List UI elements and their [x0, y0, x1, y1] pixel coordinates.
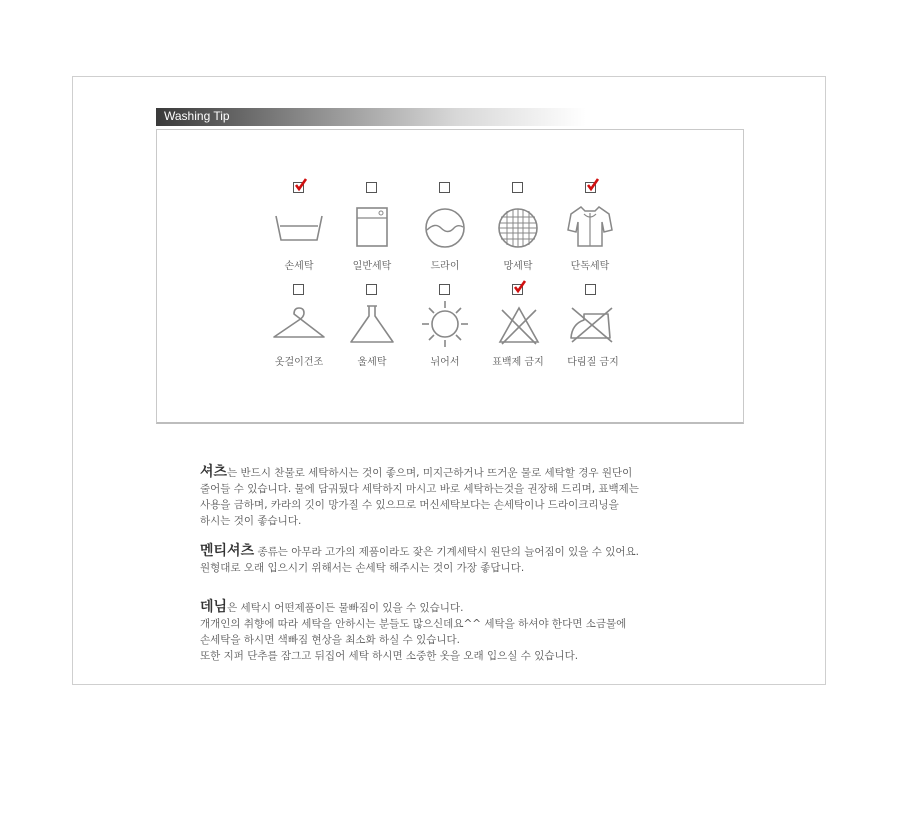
checkbox-hanger-dry[interactable]	[293, 284, 304, 295]
washing-tip-header	[156, 108, 586, 126]
hanger-dry-icon	[272, 306, 326, 342]
label-hand-wash: 손세탁	[284, 261, 314, 272]
washing-tip-title: Washing Tip	[164, 109, 230, 123]
checkbox-machine-wash[interactable]	[366, 182, 377, 193]
note-line	[200, 543, 639, 560]
check-mark-icon	[294, 178, 308, 192]
note-text: 손세탁을 하시면 색빠짐 현상을 최소화 하실 수 있습니다.	[200, 634, 460, 646]
wash-separately-icon	[566, 204, 614, 250]
note-text: 개개인의 취향에 따라 세탁을 안하시는 분들도 많으신데요^^ 세탁을 하셔야 한다면 소금물에	[200, 618, 627, 630]
note-line	[200, 464, 639, 481]
laundry-net-icon	[496, 206, 540, 250]
checkbox-net-wash[interactable]	[512, 182, 523, 193]
note-text: 종류는 아무라 고가의 제품이라도 잦은 기계세탁시 원단의 늘어짐이 있을 수 있어요.	[254, 546, 640, 558]
care-symbol-box	[156, 129, 744, 424]
washing-machine-icon	[355, 206, 389, 248]
label-flat-dry: 뉘어서	[430, 357, 460, 368]
wool-wash-icon	[348, 304, 396, 346]
label-wool-wash: 울세탁	[357, 357, 387, 368]
note-text: 은 세탁시 어떤제품이든 물빠짐이 있을 수 있습니다.	[227, 602, 464, 614]
check-mark-icon	[513, 280, 527, 294]
checkbox-wash-separately[interactable]	[585, 182, 596, 193]
label-no-iron: 다림질 금지	[567, 357, 619, 368]
label-net-wash: 망세탁	[503, 261, 533, 272]
note-text: 사용을 금하며, 카라의 깃이 망가질 수 있으므로 머신세탁보다는 손세탁이나 드라이크리닝을	[200, 499, 619, 511]
note-men-tshirts	[200, 543, 639, 576]
no-iron-icon	[568, 306, 614, 344]
note-lead: 셔츠	[200, 464, 228, 480]
note-line	[200, 599, 626, 616]
checkbox-no-iron[interactable]	[585, 284, 596, 295]
hand-wash-icon	[274, 206, 324, 246]
label-wash-separately: 단독세탁	[570, 261, 610, 272]
note-text: 하시는 것이 좋습니다.	[200, 515, 302, 527]
note-text: 또한 지퍼 단추를 잠그고 뒤집어 세탁 하시면 소중한 옷을 오래 입으실 수 있습니다.	[200, 650, 579, 662]
label-no-bleach: 표백제 금지	[492, 357, 544, 368]
note-text: 원형대로 오래 입으시기 위해서는 손세탁 해주시는 것이 가장 좋답니다.	[200, 562, 525, 574]
checkbox-no-bleach[interactable]	[512, 284, 523, 295]
label-hanger-dry: 옷걸이건조	[274, 357, 324, 368]
checkbox-wool-wash[interactable]	[366, 284, 377, 295]
dry-clean-icon	[423, 206, 467, 250]
label-machine-wash: 일반세탁	[352, 261, 392, 272]
note-text: 는 반드시 찬물로 세탁하시는 것이 좋으며, 미지근하거나 뜨거운 물로 세탁할 경우 원단이	[227, 467, 633, 479]
note-lead: 데님	[200, 599, 228, 615]
sun-dry-flat-icon	[421, 300, 469, 348]
checkbox-dry-clean[interactable]	[439, 182, 450, 193]
note-shirts	[200, 464, 639, 529]
note-lead: 멘티셔츠	[200, 543, 255, 559]
checkbox-hand-wash[interactable]	[293, 182, 304, 193]
no-bleach-icon	[496, 304, 542, 346]
checkbox-flat-dry[interactable]	[439, 284, 450, 295]
note-text: 줄어들 수 있습니다. 물에 담궈뒀다 세탁하지 마시고 바로 세탁하는것을 권장해 드리며, 표백제는	[200, 483, 639, 495]
check-mark-icon	[586, 178, 600, 192]
label-dry-clean: 드라이	[430, 261, 460, 272]
note-denim	[200, 599, 626, 664]
